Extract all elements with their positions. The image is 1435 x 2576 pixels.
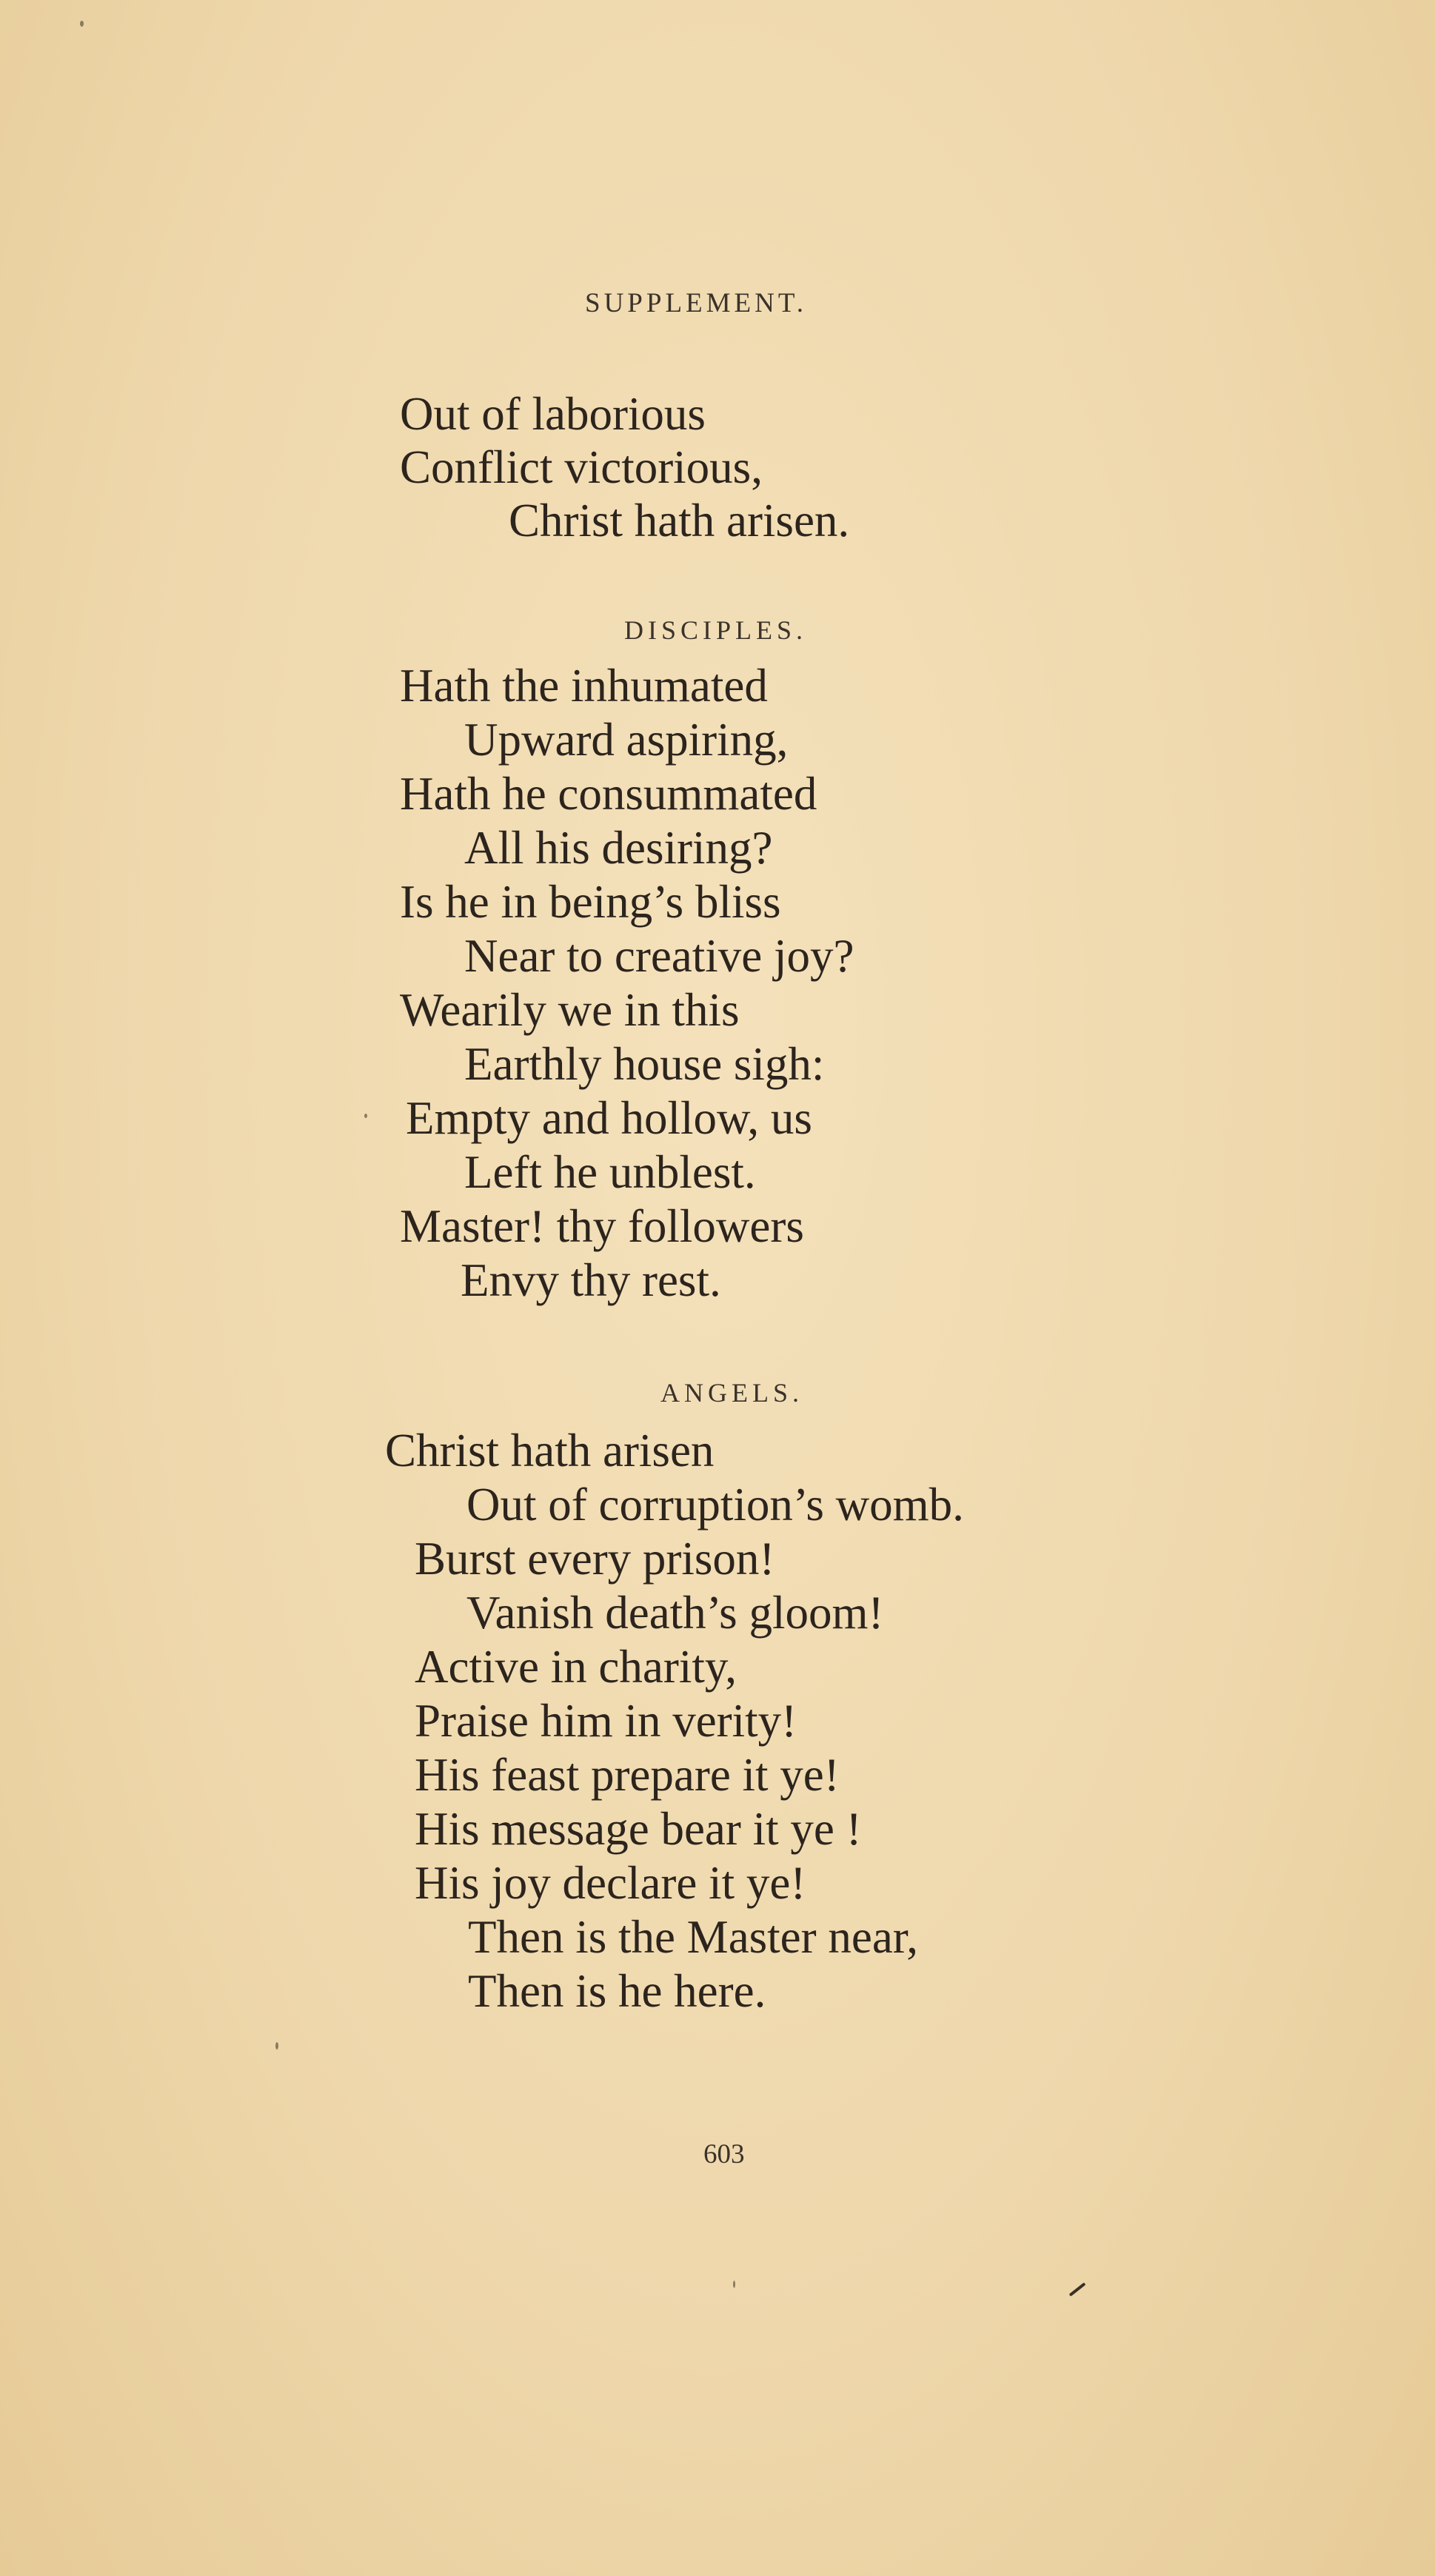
poem-line: Conflict victorious,	[400, 441, 763, 493]
ink-speck	[733, 2281, 735, 2288]
poem-line: Is he in being’s bliss	[400, 876, 781, 928]
poem-line: His joy declare it ye!	[415, 1857, 806, 1909]
ink-speck	[275, 2042, 278, 2050]
poem-line: Praise him in verity!	[415, 1695, 797, 1747]
poem-line: Then is the Master near,	[468, 1911, 919, 1963]
poem-line: Wearily we in this	[400, 984, 740, 1036]
poem-line: Near to creative joy?	[464, 930, 854, 982]
poem-line: Out of corruption’s womb.	[466, 1479, 964, 1530]
poem-line: Envy thy rest.	[461, 1254, 721, 1306]
poem-line: Christ hath arisen	[385, 1425, 715, 1476]
poem-line: Empty and hollow, us	[406, 1092, 812, 1144]
poem-line: Master! thy followers	[400, 1200, 804, 1252]
poem-line: All his desiring?	[464, 822, 773, 874]
poem-line: Hath he consummated	[400, 768, 817, 820]
poem-line: Out of laborious	[400, 388, 706, 440]
poem-line: His feast prepare it ye!	[415, 1749, 840, 1801]
poem-line: Earthly house sigh:	[464, 1038, 825, 1090]
poem-line: Hath the inhumated	[400, 660, 768, 712]
section-title-disciples: DISCIPLES.	[624, 615, 808, 645]
poem-line: Burst every prison!	[415, 1533, 775, 1585]
ink-speck	[364, 1114, 367, 1118]
poem-line: Left he unblest.	[464, 1146, 756, 1198]
poem-line: Then is he here.	[468, 1965, 766, 2017]
running-header: SUPPLEMENT.	[585, 288, 807, 318]
ink-speck	[80, 21, 84, 27]
section-title-angels: ANGELS.	[660, 1378, 803, 1408]
page-number: 603	[703, 2139, 745, 2169]
poem-line: Vanish death’s gloom!	[466, 1587, 884, 1639]
poem-line: His message bear it ye !	[415, 1803, 862, 1855]
poem-line: Upward aspiring,	[464, 714, 789, 766]
pen-mark	[1069, 2282, 1086, 2296]
poem-line: Christ hath arisen.	[509, 495, 850, 546]
poem-line: Active in charity,	[415, 1641, 737, 1693]
